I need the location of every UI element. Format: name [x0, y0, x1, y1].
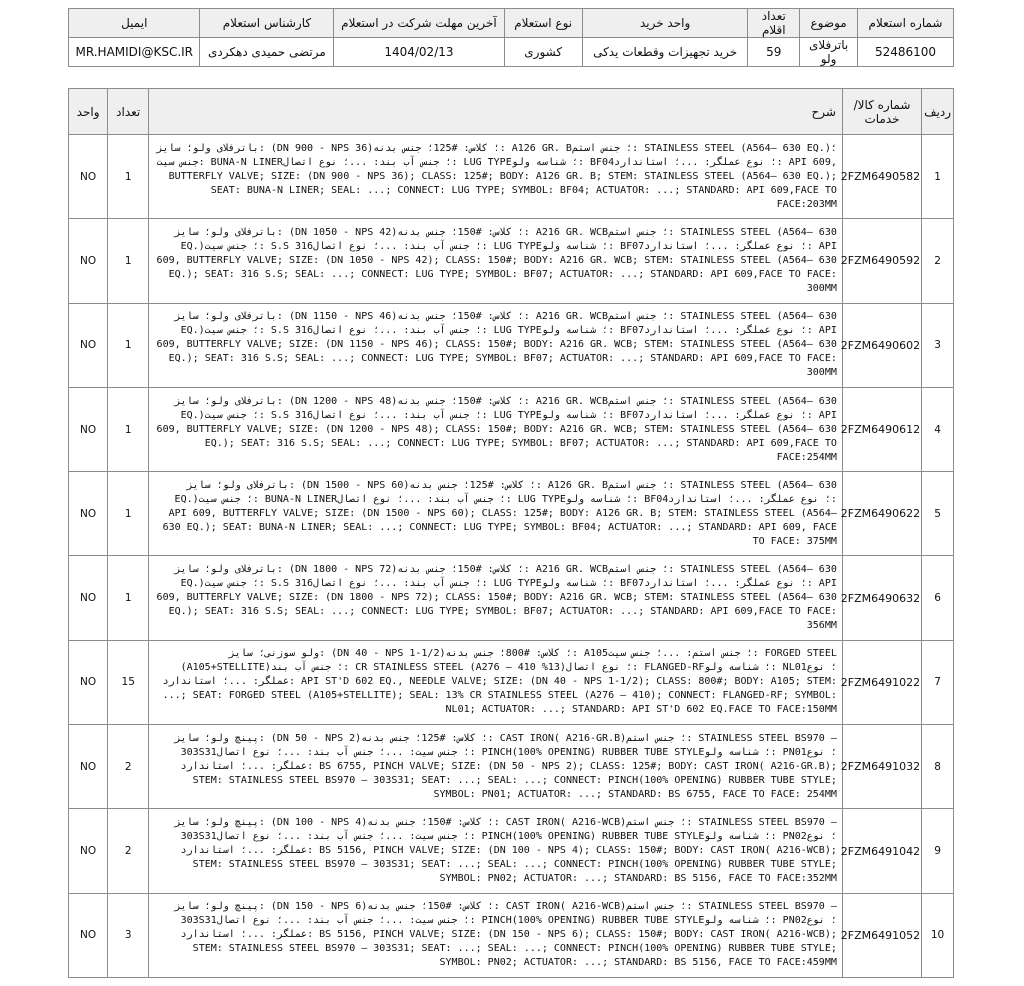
item-code: 2FZM6490612	[842, 387, 921, 471]
item-description: پینچ ولو؛ سایز: (DN 100 - NPS 4)؛ کلاس: #150؛ جنس بدنه: CAST IRON( A216-WCB)؛ جنس استم: STAINLESS STEEL BS970 – 303S31؛ جنس سیت: ...؛ جنس آب بند: ...؛ نوع اتصال: PINCH(100% OPENING) RUBBER TUBE STYLE؛ شناسه ولو: PN02؛ نوع عملگر: ...؛ استاندارد: BS 5156, PINCH VALVE; SIZE: (DN 100 - NPS 4); CLASS: 150#; BODY: CAST IRON( A216-WCB); STEM: STAINLESS STEEL BS970 – 303S31; SEAT: ...; SEAL: ...; CONNECT: PINCH(100% OPENING) RUBBER TUBE STYLE; SYMBOL: PN02; ACTUATOR: ...; STANDARD: BS 5156, FACE TO FACE:352MM	[149, 809, 843, 893]
row-number: 8	[922, 725, 954, 809]
item-code: 2FZM6490622	[842, 472, 921, 556]
row-number: 3	[922, 303, 954, 387]
item-description: باترفلای ولو؛ سایز: (DN 1050 - NPS 42)؛ کلاس: #150؛ جنس بدنه: A216 GR. WCB؛ جنس استم: STAINLESS STEEL (A564– 630 EQ.)؛ جنس سیت: S.S 316؛ جنس آب بند: ...؛ نوع اتصال: LUG TYPE؛ شناسه ولو: BF07؛ نوع عملگر: ...؛ استاندارد: API 609, BUTTERFLY VALVE; SIZE: (DN 1050 - NPS 42); CLASS: 150#; BODY: A216 GR. WCB; STEM: STAINLESS STEEL (A564– 630 EQ.); SEAT: 316 S.S; SEAL: ...; CONNECT: LUG TYPE; SYMBOL: BF07; ACTUATOR: ...; STANDARD: API 609,FACE TO FACE: 300MM	[149, 219, 843, 303]
item-description: باترفلای ولو؛ سایز: (DN 1800 - NPS 72)؛ کلاس: #150؛ جنس بدنه: A216 GR. WCB؛ جنس استم: STAINLESS STEEL (A564– 630 EQ.)؛ جنس سیت: S.S 316؛ جنس آب بند: ...؛ نوع اتصال: LUG TYPE؛ شناسه ولو: BF07؛ نوع عملگر: ...؛ استاندارد: API 609, BUTTERFLY VALVE; SIZE: (DN 1800 - NPS 72); CLASS: 150#; BODY: A216 GR. WCB; STEM: STAINLESS STEEL (A564– 630 EQ.); SEAT: 316 S.S; SEAL: ...; CONNECT: LUG TYPE; SYMBOL: BF07; ACTUATOR: ...; STANDARD: API 609,FACE TO FACE: 356MM	[149, 556, 843, 640]
item-description: باترفلای ولو؛ سایز: (DN 1500 - NPS 60)؛ کلاس: #125؛ جنس بدنه: A126 GR. B؛ جنس استم: STAINLESS STEEL (A564– 630 EQ.)؛ جنس سیت: BUNA-N LINER؛ جنس آب بند: ...؛ نوع اتصال: LUG TYPE؛ شناسه ولو: BF04؛ نوع عملگر: ...؛ استاندارد: API 609, BUTTERFLY VALVE; SIZE: (DN 1500 - NPS 60); CLASS: 125#; BODY: A126 GR. B; STEM: STAINLESS STEEL (A564– 630 EQ.); SEAT: BUNA-N LINER; SEAL: ...; CONNECT: LUG TYPE; SYMBOL: BF04; ACTUATOR: ...; STANDARD: API 609, FACE TO FACE: 375MM	[149, 472, 843, 556]
item-count: 59	[748, 38, 800, 67]
items-header-row	[69, 89, 954, 135]
item-quantity: 1	[108, 387, 149, 471]
item-code: 2FZM6490592	[842, 219, 921, 303]
item-description: باترفلای ولو؛ سایز: (DN 1150 - NPS 46)؛ کلاس: #150؛ جنس بدنه: A216 GR. WCB؛ جنس استم: STAINLESS STEEL (A564– 630 EQ.)؛ جنس سیت: S.S 316؛ جنس آب بند: ...؛ نوع اتصال: LUG TYPE؛ شناسه ولو: BF07؛ نوع عملگر: ...؛ استاندارد: API 609, BUTTERFLY VALVE; SIZE: (DN 1150 - NPS 46); CLASS: 150#; BODY: A216 GR. WCB; STEM: STAINLESS STEEL (A564– 630 EQ.); SEAT: 316 S.S; SEAL: ...; CONNECT: LUG TYPE; SYMBOL: BF07; ACTUATOR: ...; STANDARD: API 609,FACE TO FACE: 300MM	[149, 303, 843, 387]
header-values-row	[69, 38, 954, 67]
item-quantity: 15	[108, 640, 149, 724]
item-quantity: 1	[108, 556, 149, 640]
table-row	[69, 725, 954, 809]
item-code: 2FZM6490632	[842, 556, 921, 640]
item-code: 2FZM6490602	[842, 303, 921, 387]
item-unit: NO	[69, 472, 108, 556]
col-inquiry-type: نوع استعلام	[504, 9, 582, 38]
item-unit: NO	[69, 725, 108, 809]
deadline: 1404/02/13	[334, 38, 504, 67]
row-number: 9	[922, 809, 954, 893]
item-unit: NO	[69, 303, 108, 387]
item-code: 2FZM6491022	[842, 640, 921, 724]
expert: مرتضی حمیدی دهکردی	[200, 38, 334, 67]
item-quantity: 1	[108, 472, 149, 556]
item-code: 2FZM6491032	[842, 725, 921, 809]
col-purchase-unit: واحد خرید	[582, 9, 748, 38]
table-row	[69, 135, 954, 219]
purchase-unit: خرید تجهیزات وقطعات یدکی	[582, 38, 748, 67]
subject: باترفلای ولو	[800, 38, 858, 67]
table-row	[69, 387, 954, 471]
item-unit: NO	[69, 135, 108, 219]
item-quantity: 1	[108, 135, 149, 219]
table-row	[69, 472, 954, 556]
item-quantity: 3	[108, 893, 149, 977]
table-row	[69, 640, 954, 724]
col-code: شماره کالا/خدمات	[842, 89, 921, 135]
item-description: باترفلای ولو؛ سایز: (DN 900 - NPS 36)؛ کلاس: #125؛ جنس بدنه: A126 GR. B؛ جنس استم: STAINLESS STEEL (A564– 630 EQ.)؛ جنس سیت: BUNA-N LINER؛ جنس آب بند: ...؛ نوع اتصال: LUG TYPE؛ شناسه ولو: BF04؛ نوع عملگر: ...؛ استاندارد: API 609, BUTTERFLY VALVE; SIZE: (DN 900 - NPS 36); CLASS: 125#; BODY: A126 GR. B; STEM: STAINLESS STEEL (A564– 630 EQ.); SEAT: BUNA-N LINER; SEAL: ...; CONNECT: LUG TYPE; SYMBOL: BF04; ACTUATOR: ...; STANDARD: API 609,FACE TO FACE:203MM	[149, 135, 843, 219]
table-row	[69, 219, 954, 303]
header-columns-row	[69, 9, 954, 38]
col-item-count: تعداد اقلام	[748, 9, 800, 38]
item-description: پینچ ولو؛ سایز: (DN 50 - NPS 2)؛ کلاس: #125؛ جنس بدنه: CAST IRON( A216-GR.B)؛ جنس استم: STAINLESS STEEL BS970 – 303S31؛ جنس سیت: ...؛ جنس آب بند: ...؛ نوع اتصال: PINCH(100% OPENING) RUBBER TUBE STYLE؛ شناسه ولو: PN01؛ نوع عملگر: ...؛ استاندارد: BS 6755, PINCH VALVE; SIZE: (DN 50 - NPS 2); CLASS: 125#; BODY: CAST IRON( A216-GR.B); STEM: STAINLESS STEEL BS970 – 303S31; SEAT: ...; SEAL: ...; CONNECT: PINCH(100% OPENING) RUBBER TUBE STYLE; SYMBOL: PN01; ACTUATOR: ...; STANDARD: BS 6755, FACE TO FACE: 254MM	[149, 725, 843, 809]
col-email: ایمیل	[69, 9, 200, 38]
table-row	[69, 893, 954, 977]
item-description: ولو سوزنی؛ سایز: (DN 40 - NPS 1-1/2)؛ کلاس: #800؛ جنس بدنه: A105؛ جنس استم: ...؛ جنس سیت: FORGED STEEL (A105+STELLITE)؛ جنس آب بند: CR STAINLESS STEEL (A276 – 410 %13)؛ نوع اتصال: FLANGED-RF؛ شناسه ولو: NL01؛ نوع عملگر: ...؛ استاندارد: API ST'D 602 EQ., NEEDLE VALVE; SIZE: (DN 40 - NPS 1-1/2); CLASS: 800#; BODY: A105; STEM: ...; SEAT: FORGED STEEL (A105+STELLITE); SEAL: 13% CR STAINLESS STEEL (A276 – 410); CONNECT: FLANGED-RF; SYMBOL: NL01; ACTUATOR: ...; STANDARD: API ST'D 602 EQ.FACE TO FACE:150MM	[149, 640, 843, 724]
item-quantity: 2	[108, 809, 149, 893]
items-table	[68, 88, 954, 978]
col-unit: واحد	[69, 89, 108, 135]
inquiry-header-table	[68, 8, 954, 67]
row-number: 1	[922, 135, 954, 219]
item-code: 2FZM6491042	[842, 809, 921, 893]
item-quantity: 2	[108, 725, 149, 809]
item-code: 2FZM6491052	[842, 893, 921, 977]
item-quantity: 1	[108, 219, 149, 303]
col-expert: کارشناس استعلام	[200, 9, 334, 38]
col-inquiry-number: شماره استعلام	[858, 9, 954, 38]
row-number: 4	[922, 387, 954, 471]
inquiry-type: کشوری	[504, 38, 582, 67]
table-row	[69, 303, 954, 387]
item-description: پینچ ولو؛ سایز: (DN 150 - NPS 6)؛ کلاس: #150؛ جنس بدنه: CAST IRON( A216-WCB)؛ جنس استم: STAINLESS STEEL BS970 – 303S31؛ جنس سیت: ...؛ جنس آب بند: ...؛ نوع اتصال: PINCH(100% OPENING) RUBBER TUBE STYLE؛ شناسه ولو: PN02؛ نوع عملگر: ...؛ استاندارد: BS 5156, PINCH VALVE; SIZE: (DN 150 - NPS 6); CLASS: 150#; BODY: CAST IRON( A216-WCB); STEM: STAINLESS STEEL BS970 – 303S31; SEAT: ...; SEAL: ...; CONNECT: PINCH(100% OPENING) RUBBER TUBE STYLE; SYMBOL: PN02; ACTUATOR: ...; STANDARD: BS 5156, FACE TO FACE:459MM	[149, 893, 843, 977]
item-unit: NO	[69, 219, 108, 303]
item-unit: NO	[69, 387, 108, 471]
col-subject: موضوع	[800, 9, 858, 38]
row-number: 5	[922, 472, 954, 556]
row-number: 2	[922, 219, 954, 303]
table-row	[69, 556, 954, 640]
item-unit: NO	[69, 556, 108, 640]
col-quantity: تعداد	[108, 89, 149, 135]
item-unit: NO	[69, 640, 108, 724]
row-number: 10	[922, 893, 954, 977]
item-unit: NO	[69, 893, 108, 977]
item-description: باترفلای ولو؛ سایز: (DN 1200 - NPS 48)؛ کلاس: #150؛ جنس بدنه: A216 GR. WCB؛ جنس استم: STAINLESS STEEL (A564– 630 EQ.)؛ جنس سیت: S.S 316؛ جنس آب بند: ...؛ نوع اتصال: LUG TYPE؛ شناسه ولو: BF07؛ نوع عملگر: ...؛ استاندارد: API 609, BUTTERFLY VALVE; SIZE: (DN 1200 - NPS 48); CLASS: 150#; BODY: A216 GR. WCB; STEM: STAINLESS STEEL (A564– 630 EQ.); SEAT: 316 S.S; SEAL: ...; CONNECT: LUG TYPE; SYMBOL: BF07; ACTUATOR: ...; STANDARD: API 609,FACE TO FACE:254MM	[149, 387, 843, 471]
col-deadline: آخرین مهلت شرکت در استعلام	[334, 9, 504, 38]
col-description: شرح	[149, 89, 843, 135]
item-quantity: 1	[108, 303, 149, 387]
row-number: 7	[922, 640, 954, 724]
inquiry-number: 52486100	[858, 38, 954, 67]
item-code: 2FZM6490582	[842, 135, 921, 219]
item-unit: NO	[69, 809, 108, 893]
table-row	[69, 809, 954, 893]
row-number: 6	[922, 556, 954, 640]
col-row: ردیف	[922, 89, 954, 135]
email[interactable]: MR.HAMIDI@KSC.IR	[69, 38, 200, 67]
